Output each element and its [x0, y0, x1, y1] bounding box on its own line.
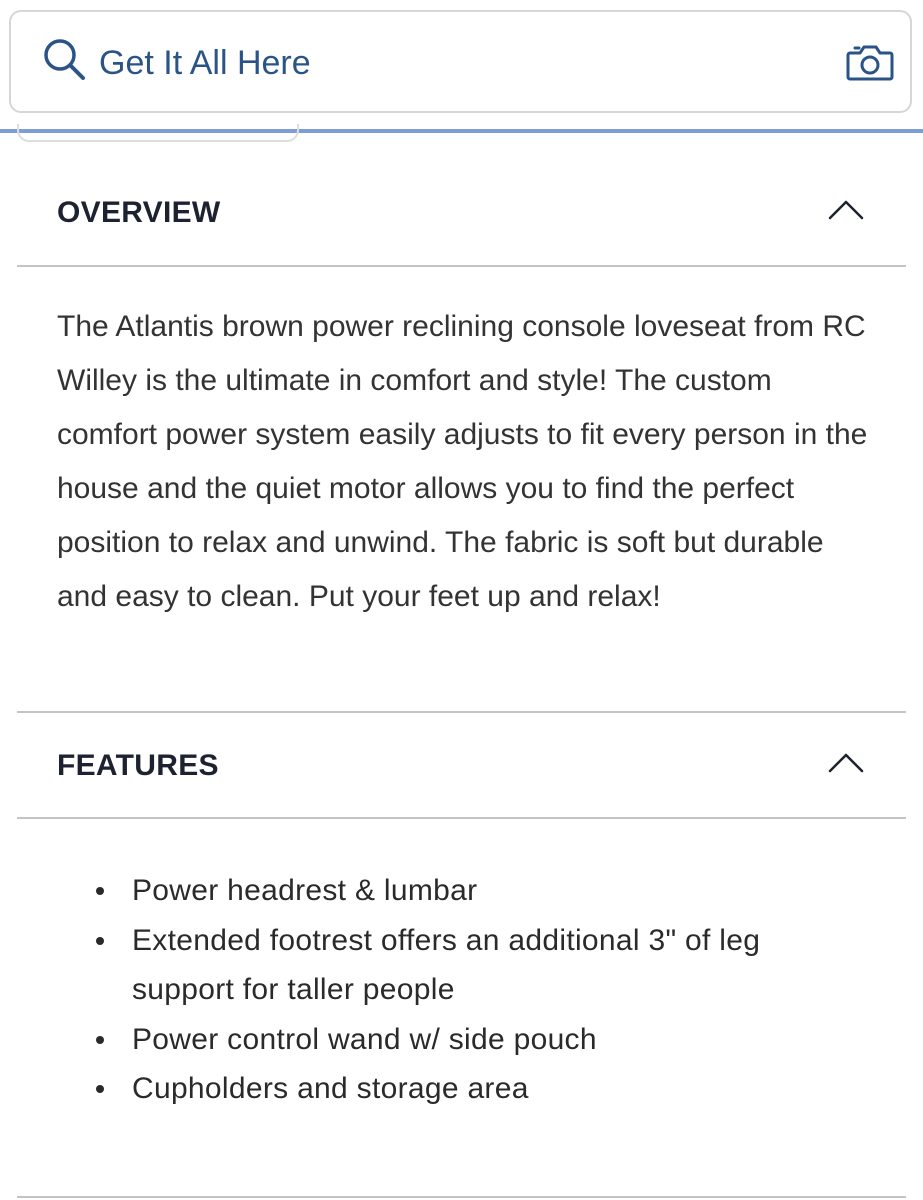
search-icon[interactable]: [41, 36, 89, 84]
overview-body: The Atlantis brown power reclining console loveseat from RC Willey is the ultimate in comfort and style! The custom comfort power system easily adjusts to fit every person in the house and the quiet motor allows you to find the perfect position to relax and unwind. The fabric is soft but durable and easy to clean. Put your feet up and relax!: [57, 310, 868, 613]
bottom-divider: [17, 1196, 906, 1198]
features-top-divider: [17, 711, 906, 713]
list-item: Cupholders and storage area: [56, 1064, 856, 1114]
chevron-up-icon[interactable]: [828, 750, 864, 774]
features-title: FEATURES: [57, 749, 219, 782]
overview-header[interactable]: [17, 161, 906, 265]
list-item: Extended footrest offers an additional 3" of leg support for taller people: [56, 916, 856, 1015]
scrolled-tab-edge: [17, 124, 299, 142]
features-header[interactable]: [17, 714, 906, 818]
features-divider: [17, 817, 906, 819]
overview-divider: [17, 265, 906, 267]
chevron-up-icon[interactable]: [828, 197, 864, 221]
overview-title: OVERVIEW: [57, 196, 221, 229]
list-item: Power control wand w/ side pouch: [56, 1015, 856, 1065]
list-item: Power headrest & lumbar: [56, 866, 856, 916]
camera-icon[interactable]: [846, 42, 894, 82]
search-input[interactable]: Get It All Here: [99, 44, 311, 82]
features-list: [56, 866, 856, 1114]
search-bar[interactable]: [9, 10, 912, 113]
